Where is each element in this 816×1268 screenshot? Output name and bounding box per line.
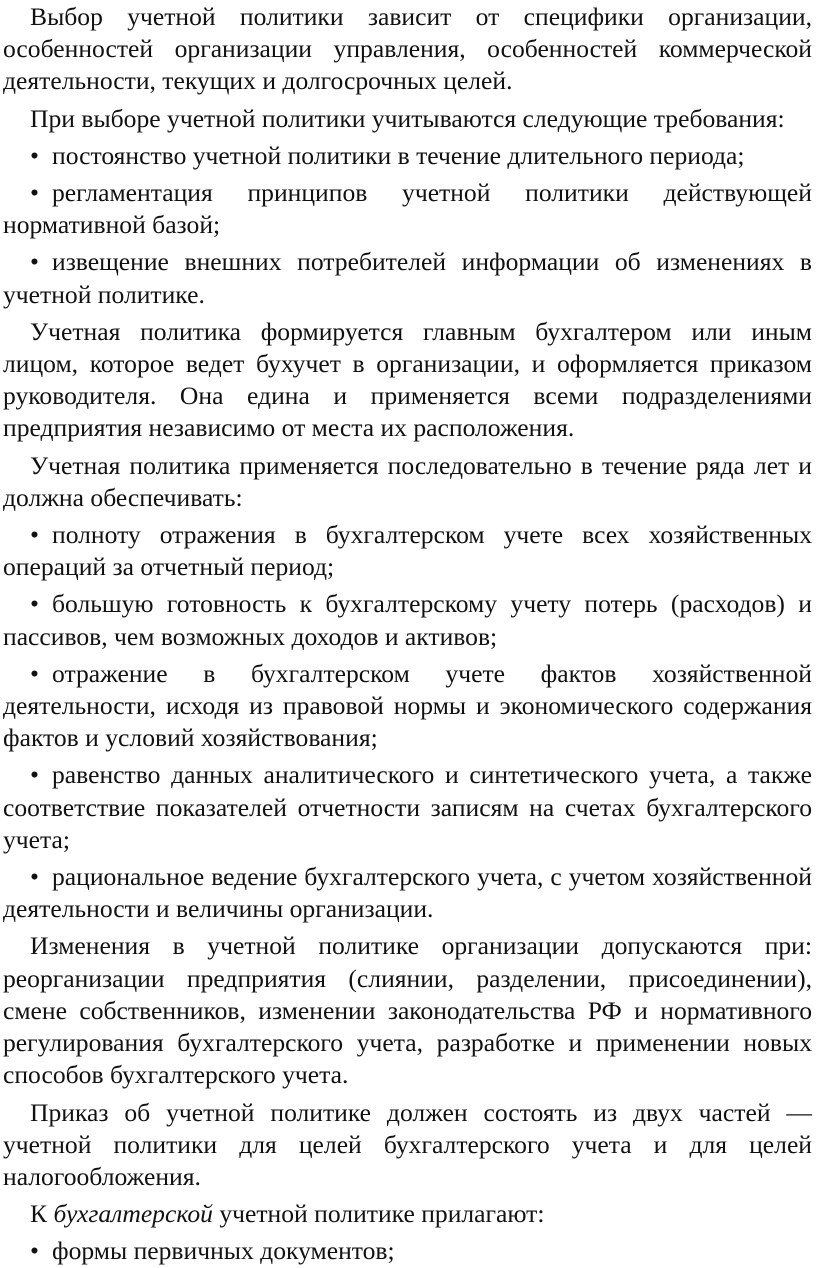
paragraph-4: Учетная политика применяется последовательно в течение ряда лет и должна обеспечивать: — [3, 450, 812, 512]
list-item — [3, 177, 812, 241]
list-item — [3, 140, 812, 172]
bullet-marker: • — [30, 760, 39, 790]
paragraph-1: Выбор учетной политики зависит от специфики организации, особенностей организации управления, особенностей коммерческой деятельности, текущих и долгосрочных целей. — [3, 2, 812, 96]
list-item-text: большую готовность к бухгалтерскому учету потерь (расходов) и пассивов, чем возможных доходов и активов; — [3, 589, 812, 651]
list-item-text: отражение в бухгалтерском учете фактов хозяйственной деятельности, исходя из правовой нормы и экономического содержания фактов и условий хозяйствования; — [3, 658, 812, 753]
paragraph-6: Приказ об учетной политике должен состоять из двух частей — учетной политики для целей бухгалтерского учета и для целей налогообложения. — [3, 1097, 812, 1191]
paragraph-7-emphasis: бухгалтерской — [53, 1199, 213, 1229]
bullet-marker: • — [30, 520, 39, 550]
list-item — [3, 1235, 812, 1267]
paragraph-2: При выборе учетной политики учитываются следующие требования: — [30, 103, 785, 133]
bullet-marker: • — [30, 589, 39, 619]
list-item — [3, 861, 812, 925]
paragraph-7-tail: учетной политике прилагают: — [212, 1199, 545, 1229]
list-item-text: извещение внешних потребителей информации об изменениях в учетной политике. — [3, 247, 812, 309]
list-item-text: регламентация принципов учетной политики действующей нормативной базой; — [3, 178, 812, 240]
list-item — [3, 658, 812, 755]
bullet-marker: • — [30, 658, 39, 688]
list-item-text: формы первичных документов; — [52, 1236, 395, 1266]
list-item-text: рациональное ведение бухгалтерского учета, с учетом хозяйственной деятельности и величины организации. — [3, 862, 812, 924]
paragraph-7-lead: К — [30, 1199, 54, 1229]
bullet-marker: • — [30, 140, 39, 170]
list-item-text: полноту отражения в бухгалтерском учете всех хозяйственных операций за отчетный период; — [3, 520, 812, 582]
list-item — [3, 246, 812, 310]
bullet-marker: • — [30, 247, 39, 277]
list-item — [3, 588, 812, 652]
list-item — [3, 759, 812, 856]
list-item-text: равенство данных аналитического и синтетического учета, а также соответствие показателей отчетности записям на счетах бухгалтерского учета; — [3, 760, 812, 854]
bullet-marker: • — [30, 862, 39, 892]
paragraph-5: Изменения в учетной политике организации допускаются при: реорганизации предприятия (слиянии, разделении, присоединении), смене собственников, изменении законодательства РФ и нормативного регулирования бухгалтерского учета, разработке и применении новых способов бухгалтерского учета. — [3, 931, 812, 1090]
paragraph-7 — [3, 1198, 812, 1230]
list-item — [3, 519, 812, 583]
bullet-marker: • — [30, 178, 39, 208]
list-item-text: постоянство учетной политики в течение длительного периода; — [52, 140, 745, 170]
bullet-marker: • — [30, 1236, 39, 1266]
paragraph-3: Учетная политика формируется главным бухгалтером или иным лицом, которое ведет бухучет в организации, и оформляется приказом руководителя. Она едина и применяется всеми подразделениями предприятия независимо от места их расположения. — [3, 316, 812, 443]
